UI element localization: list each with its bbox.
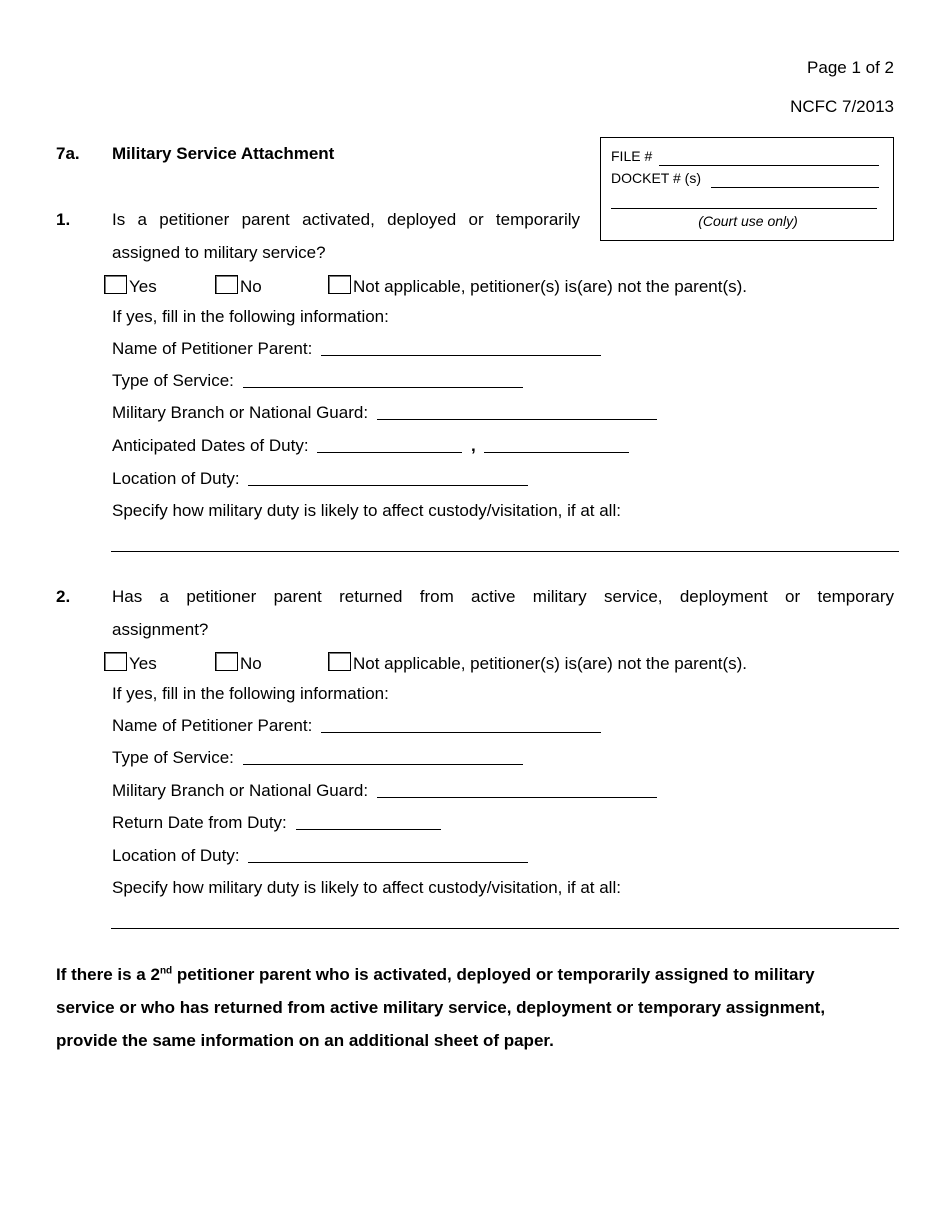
q2-yes-checkbox[interactable] <box>104 652 127 671</box>
q2-number: 2. <box>56 587 71 606</box>
q2-name-row <box>112 716 601 736</box>
q1-yes-label: Yes <box>129 277 157 296</box>
q2-specify-label: Specify how military duty is likely to affect custody/visitation, if at all: <box>112 878 621 897</box>
footer-note-sup: nd <box>159 965 173 977</box>
q1-if-yes: If yes, fill in the following information: <box>112 307 389 326</box>
q1-na-checkbox[interactable] <box>328 275 351 294</box>
q1-date-end-field[interactable] <box>484 451 629 453</box>
q1-name-label: Name of Petitioner Parent: <box>112 339 313 358</box>
q1-branch-label: Military Branch or National Guard: <box>112 403 369 422</box>
q2-if-yes: If yes, fill in the following information: <box>112 684 389 703</box>
q1-name-row <box>112 339 601 359</box>
q2-type-label: Type of Service: <box>112 748 234 767</box>
q2-location-field[interactable] <box>248 861 528 863</box>
q1-no-checkbox[interactable] <box>215 275 238 294</box>
q1-dates-row <box>112 436 629 456</box>
q2-yes-option[interactable] <box>104 652 157 674</box>
q1-specify-label: Specify how military duty is likely to affect custody/visitation, if at all: <box>112 501 621 520</box>
extra-docket-field[interactable] <box>611 208 877 209</box>
q2-yes-label: Yes <box>129 654 157 673</box>
q2-type-row <box>112 748 523 768</box>
q2-no-checkbox[interactable] <box>215 652 238 671</box>
q1-number: 1. <box>56 210 71 229</box>
court-use-note: (Court use only) <box>698 213 798 229</box>
q1-yes-checkbox[interactable] <box>104 275 127 294</box>
footer-note-line1 <box>56 965 815 985</box>
q2-type-field[interactable] <box>243 763 523 765</box>
q1-branch-field[interactable] <box>377 418 657 420</box>
docket-number-label: DOCKET # (s) <box>611 170 701 186</box>
q1-location-label: Location of Duty: <box>112 469 240 488</box>
q1-dates-label: Anticipated Dates of Duty: <box>112 436 309 455</box>
page-number: Page 1 of 2 <box>807 58 894 77</box>
q1-dates-separator: , <box>471 436 476 455</box>
q1-text-line1: Is a petitioner parent activated, deployed or temporarily <box>112 210 580 229</box>
q1-date-start-field[interactable] <box>317 451 462 453</box>
q1-specify-field[interactable] <box>111 551 899 552</box>
q2-no-label: No <box>240 654 262 673</box>
q1-text-line2: assigned to military service? <box>112 243 326 262</box>
q2-name-field[interactable] <box>321 731 601 733</box>
q1-yes-option[interactable] <box>104 275 157 297</box>
q1-no-option[interactable] <box>215 275 262 297</box>
footer-note-part1: If there is a 2 <box>56 965 160 984</box>
q1-type-label: Type of Service: <box>112 371 234 390</box>
q2-na-checkbox[interactable] <box>328 652 351 671</box>
q2-na-label: Not applicable, petitioner(s) is(are) not the parent(s). <box>353 654 748 673</box>
q2-location-label: Location of Duty: <box>112 846 240 865</box>
q1-branch-row <box>112 403 657 423</box>
q1-location-field[interactable] <box>248 484 528 486</box>
q2-return-row <box>112 813 441 833</box>
section-number: 7a. <box>56 144 80 163</box>
q2-name-label: Name of Petitioner Parent: <box>112 716 313 735</box>
q1-location-row <box>112 469 528 489</box>
footer-note-part2: petitioner parent who is activated, deployed or temporarily assigned to military <box>172 965 815 984</box>
q2-branch-row <box>112 781 657 801</box>
q1-type-field[interactable] <box>243 386 523 388</box>
file-number-field[interactable] <box>659 165 879 166</box>
q2-branch-field[interactable] <box>377 796 657 798</box>
q1-type-row <box>112 371 523 391</box>
q2-branch-label: Military Branch or National Guard: <box>112 781 369 800</box>
q1-name-field[interactable] <box>321 354 601 356</box>
q2-return-field[interactable] <box>296 828 441 830</box>
q1-na-option[interactable] <box>328 275 747 297</box>
q2-location-row <box>112 846 528 866</box>
q2-return-label: Return Date from Duty: <box>112 813 287 832</box>
file-number-label: FILE # <box>611 148 653 164</box>
docket-number-field[interactable] <box>711 187 879 188</box>
page-title: Military Service Attachment <box>112 144 335 163</box>
footer-note-line3: provide the same information on an additional sheet of paper. <box>56 1031 554 1050</box>
q1-na-label: Not applicable, petitioner(s) is(are) not the parent(s). <box>353 277 748 296</box>
q2-no-option[interactable] <box>215 652 262 674</box>
form-id: NCFC 7/2013 <box>790 97 894 116</box>
q2-na-option[interactable] <box>328 652 747 674</box>
q2-text-line2: assignment? <box>112 620 209 639</box>
footer-note-line2: service or who has returned from active military service, deployment or temporary assignment, <box>56 998 826 1017</box>
court-use-box <box>600 137 894 241</box>
q1-no-label: No <box>240 277 262 296</box>
q2-text-line1: Has a petitioner parent returned from active military service, deployment or temporary <box>112 587 894 606</box>
q2-specify-field[interactable] <box>111 928 899 929</box>
